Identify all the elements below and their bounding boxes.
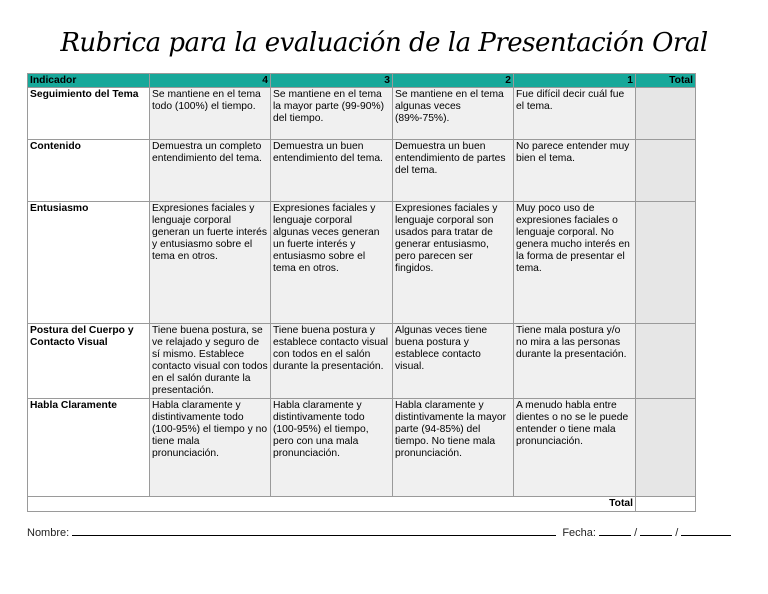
rubric-cell: Demuestra un completo entendimiento del tema. [150,140,271,202]
rubric-cell: Habla claramente y distintivamente todo (100-95%) el tiempo, pero con una mala pronunciación. [271,399,393,497]
rubric-cell: Tiene buena postura y establece contacto visual con todos en el salón durante la presentación. [271,324,393,399]
rubric-cell: Se mantiene en el tema algunas veces (89%-75%). [393,88,514,140]
criterion-label: Postura del Cuerpo y Contacto Visual [28,324,150,399]
table-row [28,202,696,324]
rubric-cell: Tiene mala postura y/o no mira a las personas durante la presentación. [514,324,636,399]
page-title: Rubrica para la evaluación de la Presentación Oral [60,28,708,58]
rubric-table [27,73,696,512]
rubric-cell: Tiene buena postura, se ve relajado y seguro de sí mismo. Establece contacto visual con todos en el salón durante la presentación. [150,324,271,399]
date-day-field[interactable] [599,526,631,536]
signature-footer [27,526,732,539]
table-row [28,140,696,202]
criterion-label: Habla Claramente [28,399,150,497]
date-year-field[interactable] [681,526,731,536]
header-level-3: 3 [271,74,393,88]
name-label: Nombre: [27,527,70,539]
header-level-4: 4 [150,74,271,88]
rubric-cell: Demuestra un buen entendimiento del tema. [271,140,393,202]
criterion-label: Contenido [28,140,150,202]
total-row [28,497,696,512]
date-label: Fecha: [562,527,596,539]
row-total-cell[interactable] [636,399,696,497]
rubric-cell: Expresiones faciales y lenguaje corporal generan un fuerte interés y entusiasmo sobre el tema en otros. [150,202,271,324]
row-total-cell[interactable] [636,202,696,324]
rubric-cell: Muy poco uso de expresiones faciales o lenguaje corporal. No genera mucho interés en la forma de presentar el tema. [514,202,636,324]
rubric-cell: Fue difícil decir cuál fue el tema. [514,88,636,140]
header-indicator: Indicador [28,74,150,88]
criterion-label: Entusiasmo [28,202,150,324]
total-label: Total [28,497,636,512]
rubric-cell: Habla claramente y distintivamente la mayor parte (94-85%) del tiempo. No tiene mala pronunciación. [393,399,514,497]
table-row [28,324,696,399]
rubric-cell: Expresiones faciales y lenguaje corporal son usados para tratar de generar entusiasmo, pero parecen ser fingidos. [393,202,514,324]
table-row [28,399,696,497]
row-total-cell[interactable] [636,324,696,399]
header-level-1: 1 [514,74,636,88]
date-separator: / [634,527,638,539]
name-field[interactable] [72,526,556,536]
rubric-cell: Habla claramente y distintivamente todo (100-95%) el tiempo y no tiene mala pronunciación. [150,399,271,497]
row-total-cell[interactable] [636,88,696,140]
rubric-cell: Expresiones faciales y lenguaje corporal algunas veces generan un fuerte interés y entusiasmo sobre el tema en otros. [271,202,393,324]
rubric-cell: Se mantiene en el tema la mayor parte (99-90%) del tiempo. [271,88,393,140]
rubric-cell: No parece entender muy bien el tema. [514,140,636,202]
table-row [28,88,696,140]
row-total-cell[interactable] [636,140,696,202]
grand-total-cell[interactable] [636,497,696,512]
header-level-2: 2 [393,74,514,88]
header-total: Total [636,74,696,88]
rubric-cell: Algunas veces tiene buena postura y establece contacto visual. [393,324,514,399]
date-month-field[interactable] [640,526,672,536]
rubric-cell: Se mantiene en el tema todo (100%) el tiempo. [150,88,271,140]
criterion-label: Seguimiento del Tema [28,88,150,140]
rubric-cell: A menudo habla entre dientes o no se le puede entender o tiene mala pronunciación. [514,399,636,497]
rubric-cell: Demuestra un buen entendimiento de partes del tema. [393,140,514,202]
header-row [28,74,696,88]
date-separator: / [675,527,679,539]
